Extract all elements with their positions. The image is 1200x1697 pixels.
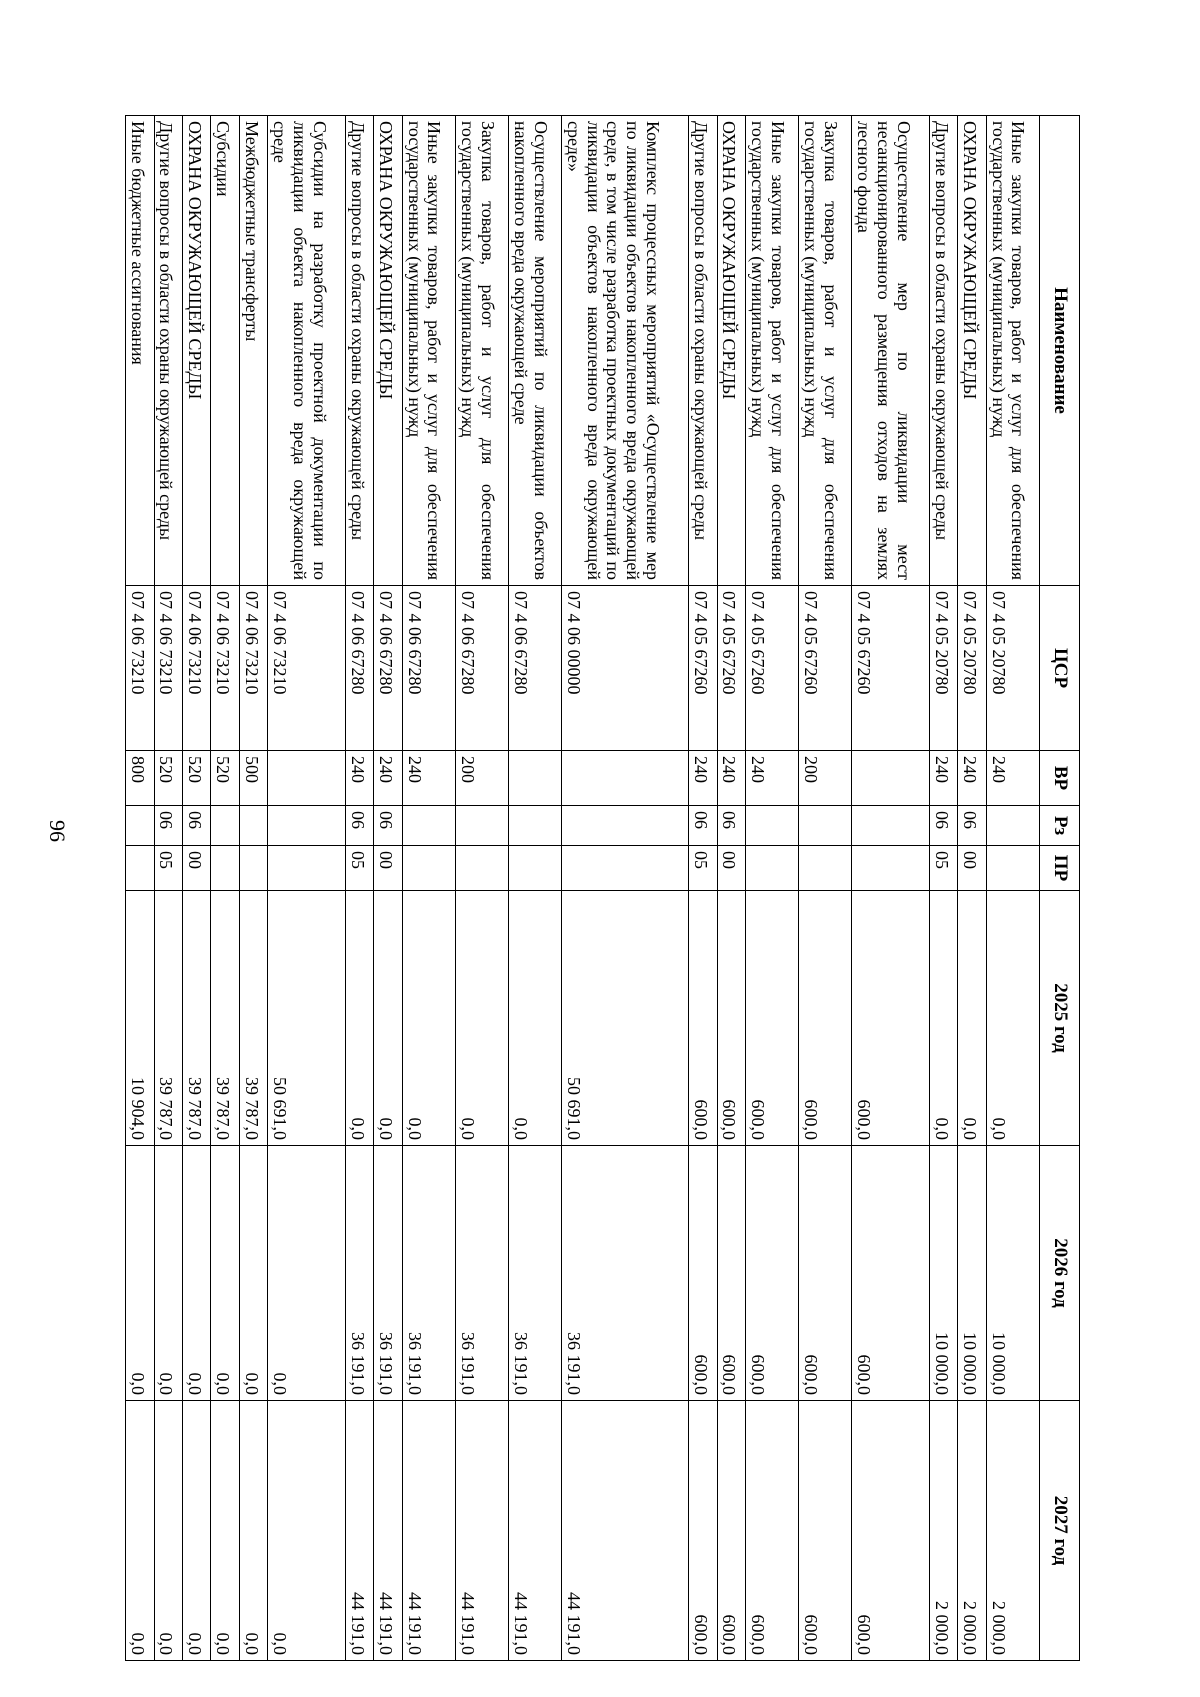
- cell-vr: 520: [211, 751, 239, 806]
- cell-2026: 10 000,0: [958, 1146, 986, 1401]
- cell-2026: 0,0: [211, 1146, 239, 1401]
- table-row: [717, 116, 745, 1661]
- cell-csr: 07 4 05 20780: [986, 586, 1039, 751]
- rotated-table-container: [125, 115, 1080, 1660]
- cell-2026: 36 191,0: [509, 1146, 562, 1401]
- cell-2027: 2 000,0: [986, 1401, 1039, 1661]
- cell-name: Межбюджетные трансферты: [239, 116, 267, 586]
- table-row: [455, 116, 508, 1661]
- cell-csr: 07 4 05 67260: [717, 586, 745, 751]
- header-2025: 2025 год: [1040, 891, 1080, 1146]
- cell-rz: 06: [182, 806, 210, 846]
- cell-2026: 36 191,0: [374, 1146, 402, 1401]
- cell-rz: [509, 806, 562, 846]
- cell-2025: 10 904,0: [126, 891, 155, 1146]
- cell-vr: [562, 751, 689, 806]
- cell-2027: 44 191,0: [345, 1401, 373, 1661]
- cell-rz: [402, 806, 455, 846]
- cell-2025: 0,0: [509, 891, 562, 1146]
- cell-pr: 05: [930, 846, 958, 891]
- cell-csr: 07 4 05 67260: [746, 586, 799, 751]
- cell-csr: 07 4 06 73210: [182, 586, 210, 751]
- cell-2025: 600,0: [689, 891, 717, 1146]
- cell-2027: 44 191,0: [562, 1401, 689, 1661]
- cell-2025: 0,0: [986, 891, 1039, 1146]
- cell-2027: 44 191,0: [509, 1401, 562, 1661]
- cell-csr: 07 4 05 67260: [852, 586, 930, 751]
- cell-name: Закупка товаров, работ и услуг для обеспечения государственных (муниципальных) нужд: [455, 116, 508, 586]
- cell-vr: 200: [799, 751, 852, 806]
- cell-2025: 600,0: [717, 891, 745, 1146]
- cell-vr: 240: [958, 751, 986, 806]
- cell-2026: 0,0: [182, 1146, 210, 1401]
- cell-2025: 39 787,0: [239, 891, 267, 1146]
- cell-vr: 240: [717, 751, 745, 806]
- table-row: [958, 116, 986, 1661]
- cell-rz: [852, 806, 930, 846]
- cell-pr: [799, 846, 852, 891]
- cell-name: Другие вопросы в области охраны окружающей среды: [154, 116, 182, 586]
- cell-2025: 39 787,0: [182, 891, 210, 1146]
- header-name: Наименование: [1040, 116, 1080, 586]
- cell-2027: 44 191,0: [455, 1401, 508, 1661]
- cell-2027: 0,0: [126, 1401, 155, 1661]
- cell-2027: 44 191,0: [374, 1401, 402, 1661]
- cell-pr: [562, 846, 689, 891]
- cell-name: Закупка товаров, работ и услуг для обеспечения государственных (муниципальных) нужд: [799, 116, 852, 586]
- cell-csr: 07 4 05 20780: [958, 586, 986, 751]
- cell-2027: 0,0: [182, 1401, 210, 1661]
- cell-name: Другие вопросы в области охраны окружающей среды: [930, 116, 958, 586]
- cell-name: ОХРАНА ОКРУЖАЮЩЕЙ СРЕДЫ: [374, 116, 402, 586]
- cell-csr: 07 4 06 73210: [211, 586, 239, 751]
- cell-rz: 06: [930, 806, 958, 846]
- cell-pr: [268, 846, 346, 891]
- cell-name: Иные закупки товаров, работ и услуг для обеспечения государственных (муниципальных) нужд: [746, 116, 799, 586]
- cell-2026: 36 191,0: [402, 1146, 455, 1401]
- cell-2025: 0,0: [345, 891, 373, 1146]
- cell-name: Другие вопросы в области охраны окружающей среды: [689, 116, 717, 586]
- table-row: [182, 116, 210, 1661]
- cell-rz: [986, 806, 1039, 846]
- cell-vr: [509, 751, 562, 806]
- cell-vr: 240: [689, 751, 717, 806]
- cell-pr: 00: [958, 846, 986, 891]
- cell-name: ОХРАНА ОКРУЖАЮЩЕЙ СРЕДЫ: [182, 116, 210, 586]
- cell-2025: 0,0: [402, 891, 455, 1146]
- cell-csr: 07 4 06 73210: [268, 586, 346, 751]
- cell-pr: [211, 846, 239, 891]
- cell-2026: 600,0: [852, 1146, 930, 1401]
- cell-csr: 07 4 06 73210: [239, 586, 267, 751]
- cell-vr: [268, 751, 346, 806]
- cell-vr: 240: [986, 751, 1039, 806]
- cell-pr: 05: [154, 846, 182, 891]
- cell-2027: 0,0: [239, 1401, 267, 1661]
- cell-name: Иные закупки товаров, работ и услуг для обеспечения государственных (муниципальных) нужд: [402, 116, 455, 586]
- cell-2026: 600,0: [799, 1146, 852, 1401]
- cell-pr: [986, 846, 1039, 891]
- cell-2027: 0,0: [268, 1401, 346, 1661]
- cell-2026: 10 000,0: [986, 1146, 1039, 1401]
- cell-2025: 0,0: [958, 891, 986, 1146]
- cell-pr: [746, 846, 799, 891]
- cell-rz: [268, 806, 346, 846]
- cell-csr: 07 4 06 73210: [154, 586, 182, 751]
- cell-vr: 240: [930, 751, 958, 806]
- table-row: [239, 116, 267, 1661]
- budget-table: [125, 115, 1080, 1661]
- cell-name: Иные закупки товаров, работ и услуг для обеспечения государственных (муниципальных) нужд: [986, 116, 1039, 586]
- cell-vr: 240: [402, 751, 455, 806]
- cell-pr: [852, 846, 930, 891]
- cell-pr: [126, 846, 155, 891]
- cell-vr: 240: [345, 751, 373, 806]
- cell-vr: 240: [374, 751, 402, 806]
- cell-name: ОХРАНА ОКРУЖАЮЩЕЙ СРЕДЫ: [717, 116, 745, 586]
- cell-name: Осуществление мер по ликвидации мест несанкционированного размещения отходов на землях лесного фонда: [852, 116, 930, 586]
- table-row: [930, 116, 958, 1661]
- cell-2026: 0,0: [239, 1146, 267, 1401]
- table-row: [509, 116, 562, 1661]
- cell-rz: [562, 806, 689, 846]
- cell-csr: 07 4 05 67260: [689, 586, 717, 751]
- cell-rz: 06: [154, 806, 182, 846]
- cell-vr: 200: [455, 751, 508, 806]
- cell-2027: 600,0: [746, 1401, 799, 1661]
- cell-csr: 07 4 06 67280: [455, 586, 508, 751]
- cell-csr: 07 4 06 67280: [402, 586, 455, 751]
- page-number: 96: [45, 820, 70, 842]
- cell-vr: 800: [126, 751, 155, 806]
- cell-name: Иные бюджетные ассигнования: [126, 116, 155, 586]
- cell-csr: 07 4 05 67260: [799, 586, 852, 751]
- table-row: [268, 116, 346, 1661]
- cell-2025: 600,0: [852, 891, 930, 1146]
- header-vr: ВР: [1040, 751, 1080, 806]
- cell-pr: [239, 846, 267, 891]
- cell-2027: 2 000,0: [958, 1401, 986, 1661]
- cell-2026: 600,0: [689, 1146, 717, 1401]
- cell-2026: 10 000,0: [930, 1146, 958, 1401]
- cell-2026: 36 191,0: [345, 1146, 373, 1401]
- cell-name: ОХРАНА ОКРУЖАЮЩЕЙ СРЕДЫ: [958, 116, 986, 586]
- cell-2025: 0,0: [374, 891, 402, 1146]
- table-row: [986, 116, 1039, 1661]
- cell-vr: 240: [746, 751, 799, 806]
- cell-2027: 0,0: [154, 1401, 182, 1661]
- table-row: [852, 116, 930, 1661]
- cell-rz: [799, 806, 852, 846]
- table-row: [154, 116, 182, 1661]
- cell-rz: 06: [345, 806, 373, 846]
- cell-2026: 0,0: [126, 1146, 155, 1401]
- cell-vr: 520: [154, 751, 182, 806]
- table-body: [126, 116, 1040, 1661]
- cell-pr: 00: [182, 846, 210, 891]
- cell-pr: [455, 846, 508, 891]
- table-row: [374, 116, 402, 1661]
- cell-name: Осуществление мероприятий по ликвидации объектов накопленного вреда окружающей среде: [509, 116, 562, 586]
- cell-2025: 50 691,0: [562, 891, 689, 1146]
- cell-2025: 600,0: [799, 891, 852, 1146]
- table-row: [402, 116, 455, 1661]
- header-pr: ПР: [1040, 846, 1080, 891]
- header-2026: 2026 год: [1040, 1146, 1080, 1401]
- cell-csr: 07 4 06 67280: [509, 586, 562, 751]
- cell-2025: 39 787,0: [211, 891, 239, 1146]
- table-row: [126, 116, 155, 1661]
- table-row: [799, 116, 852, 1661]
- header-csr: ЦСР: [1040, 586, 1080, 751]
- cell-2026: 600,0: [746, 1146, 799, 1401]
- cell-rz: [239, 806, 267, 846]
- header-rz: Рз: [1040, 806, 1080, 846]
- cell-csr: 07 4 05 20780: [930, 586, 958, 751]
- cell-2027: 600,0: [689, 1401, 717, 1661]
- table-row: [746, 116, 799, 1661]
- cell-2026: 600,0: [717, 1146, 745, 1401]
- cell-pr: [509, 846, 562, 891]
- cell-pr: 05: [345, 846, 373, 891]
- cell-2025: 0,0: [930, 891, 958, 1146]
- cell-2026: 36 191,0: [562, 1146, 689, 1401]
- cell-rz: 06: [717, 806, 745, 846]
- cell-2026: 0,0: [268, 1146, 346, 1401]
- cell-vr: 500: [239, 751, 267, 806]
- cell-name: Комплекс процессных мероприятий «Осуществление мер по ликвидации объектов накопленного вреда окружающей среде, в том числе разработка проектных документаций по ликвидации объектов накопленного вреда окружающей среде»: [562, 116, 689, 586]
- cell-2025: 50 691,0: [268, 891, 346, 1146]
- cell-rz: 06: [374, 806, 402, 846]
- cell-pr: [402, 846, 455, 891]
- cell-2027: 600,0: [717, 1401, 745, 1661]
- header-2027: 2027 год: [1040, 1401, 1080, 1661]
- table-row: [689, 116, 717, 1661]
- cell-2026: 36 191,0: [455, 1146, 508, 1401]
- cell-rz: 06: [689, 806, 717, 846]
- cell-2025: 0,0: [455, 891, 508, 1146]
- cell-name: Субсидии: [211, 116, 239, 586]
- cell-csr: 07 4 06 00000: [562, 586, 689, 751]
- cell-2027: 44 191,0: [402, 1401, 455, 1661]
- cell-rz: 06: [958, 806, 986, 846]
- cell-vr: [852, 751, 930, 806]
- cell-2027: 2 000,0: [930, 1401, 958, 1661]
- cell-rz: [126, 806, 155, 846]
- cell-2027: 600,0: [852, 1401, 930, 1661]
- cell-rz: [455, 806, 508, 846]
- cell-2025: 39 787,0: [154, 891, 182, 1146]
- cell-2025: 600,0: [746, 891, 799, 1146]
- cell-csr: 07 4 06 67280: [374, 586, 402, 751]
- cell-name: Другие вопросы в области охраны окружающей среды: [345, 116, 373, 586]
- cell-2027: 600,0: [799, 1401, 852, 1661]
- table-row: [562, 116, 689, 1661]
- table-row: [345, 116, 373, 1661]
- table-header-row: [1040, 116, 1080, 1661]
- cell-csr: 07 4 06 73210: [126, 586, 155, 751]
- cell-pr: 00: [717, 846, 745, 891]
- cell-pr: 00: [374, 846, 402, 891]
- cell-rz: [746, 806, 799, 846]
- cell-2026: 0,0: [154, 1146, 182, 1401]
- cell-pr: 05: [689, 846, 717, 891]
- cell-rz: [211, 806, 239, 846]
- cell-name: Субсидии на разработку проектной документации по ликвидации объекта накопленного вреда окружающей среде: [268, 116, 346, 586]
- cell-2027: 0,0: [211, 1401, 239, 1661]
- cell-vr: 520: [182, 751, 210, 806]
- table-row: [211, 116, 239, 1661]
- cell-csr: 07 4 06 67280: [345, 586, 373, 751]
